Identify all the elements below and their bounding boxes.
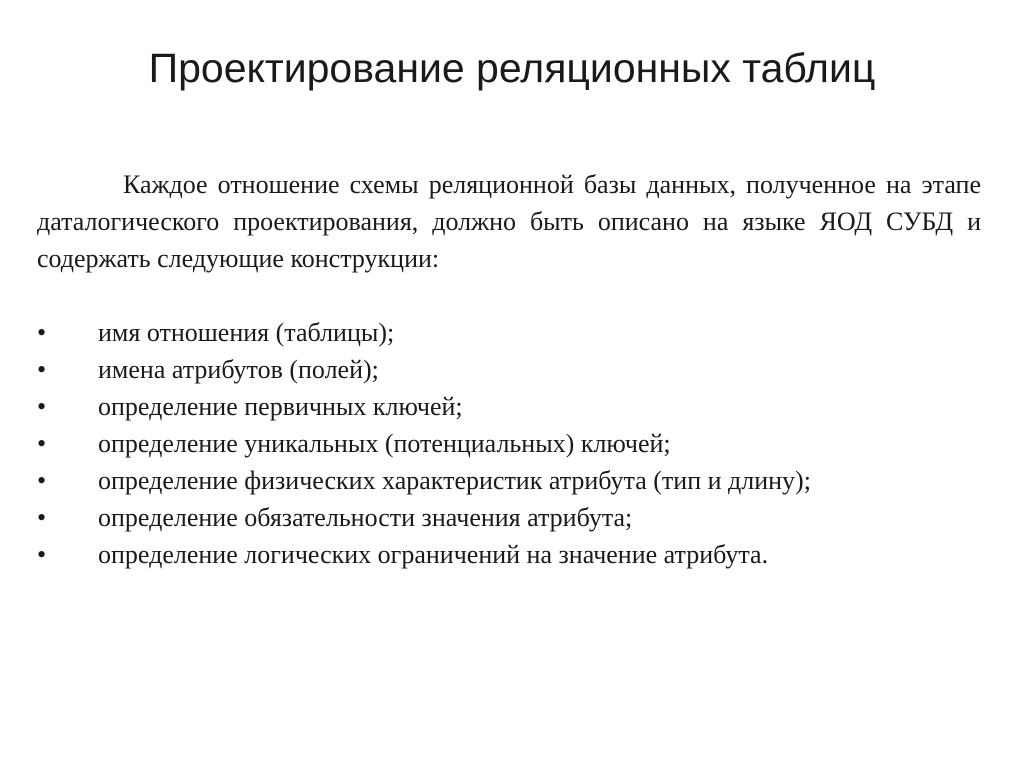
bullet-icon: • bbox=[37, 318, 47, 347]
construct-list bbox=[37, 314, 981, 573]
list-item bbox=[37, 314, 981, 351]
list-item bbox=[37, 462, 981, 499]
bullet-icon: • bbox=[37, 355, 47, 384]
list-item-text: определение первичных ключей; bbox=[98, 392, 463, 421]
list-item bbox=[37, 499, 981, 536]
bullet-icon: • bbox=[37, 429, 47, 458]
bullet-icon: • bbox=[37, 540, 47, 569]
bullet-icon: • bbox=[37, 466, 47, 495]
bullet-icon: • bbox=[37, 503, 47, 532]
bullet-icon: • bbox=[37, 392, 47, 421]
slide-title: Проектирование реляционных таблиц bbox=[148, 45, 876, 91]
list-item-text: имя отношения (таблицы); bbox=[98, 318, 395, 347]
list-item-text: определение физических характеристик атрибута (тип и длину); bbox=[98, 466, 811, 495]
list-item bbox=[37, 388, 981, 425]
list-item bbox=[37, 351, 981, 388]
list-item-text: определение уникальных (потенциальных) ключей; bbox=[98, 429, 671, 458]
list-item-text: имена атрибутов (полей); bbox=[98, 355, 379, 384]
slide-content bbox=[37, 166, 981, 573]
list-item bbox=[37, 536, 981, 573]
intro-paragraph: Каждое отношение схемы реляционной базы данных, полученное на этапе даталогического проектирования, должно быть описано на языке ЯОД СУБД и содержать следующие конструкции: bbox=[37, 170, 981, 273]
list-item-text: определение логических ограничений на значение атрибута. bbox=[98, 540, 769, 569]
list-item bbox=[37, 425, 981, 462]
list-item-text: определение обязательности значения атрибута; bbox=[98, 503, 633, 532]
